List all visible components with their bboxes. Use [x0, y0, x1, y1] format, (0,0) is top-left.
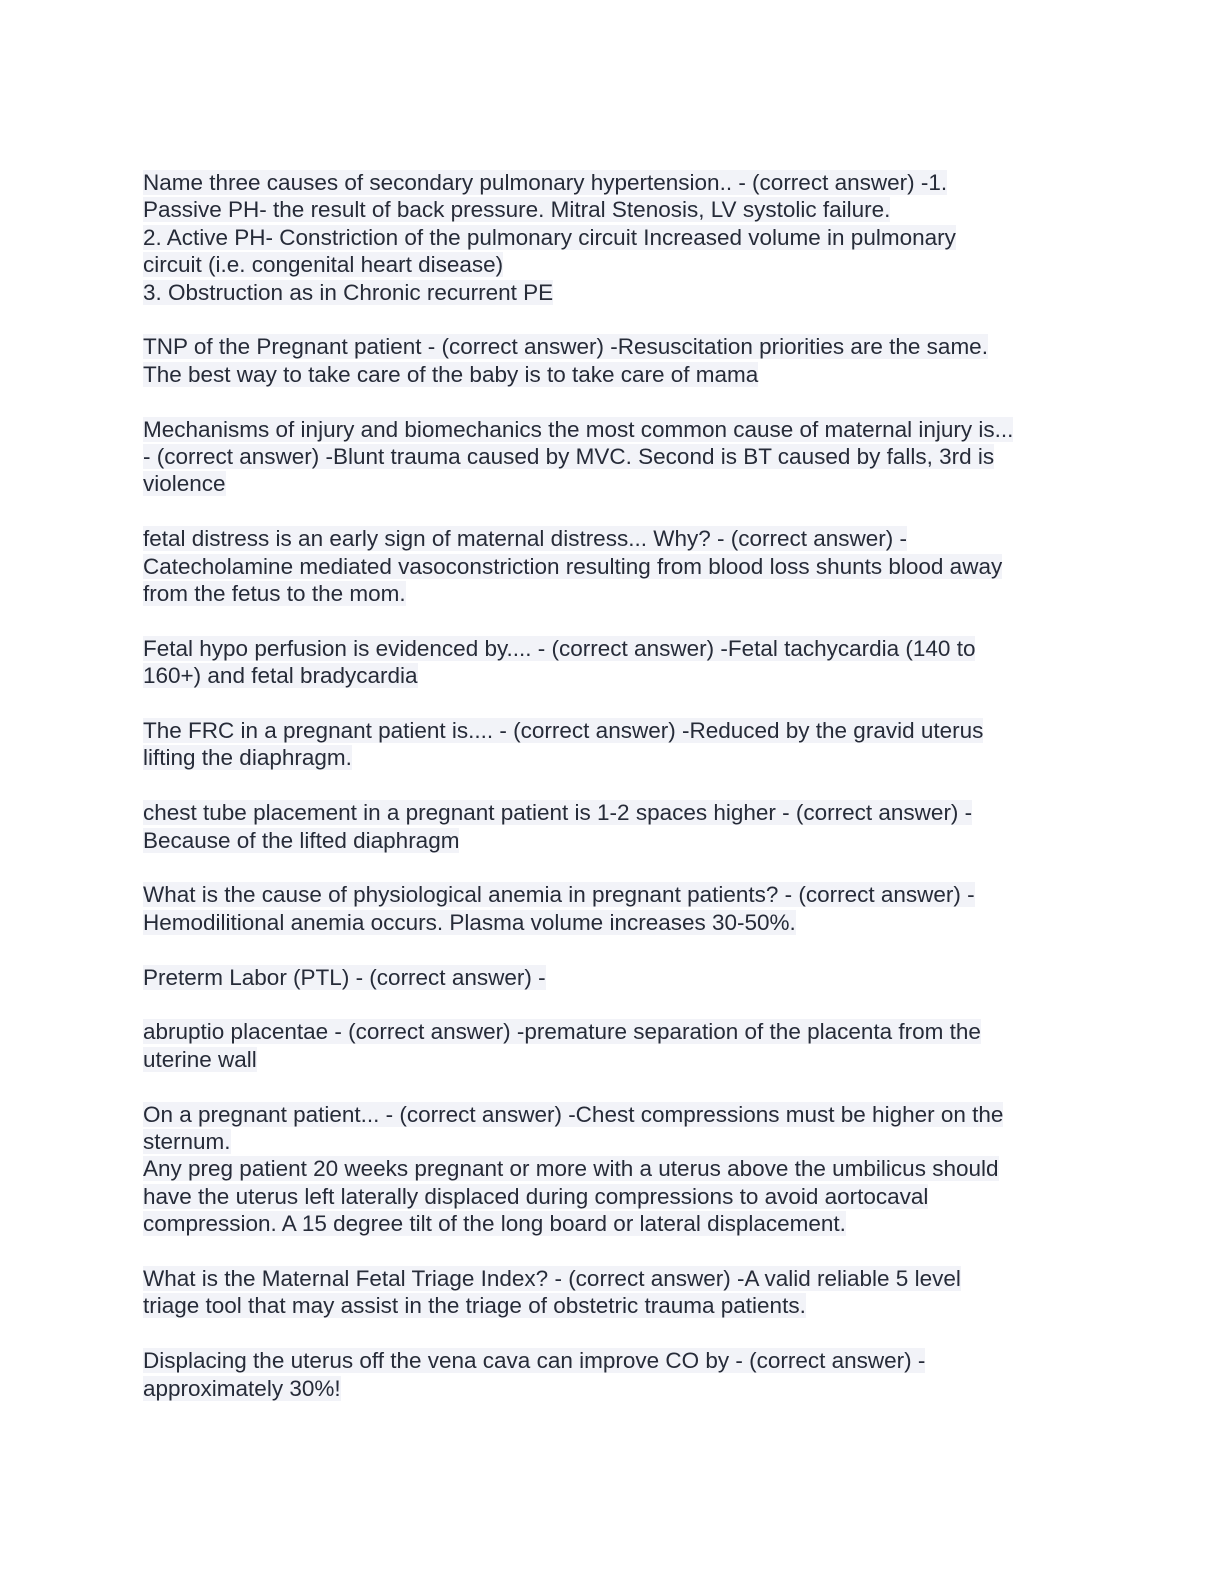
qa-line — [143, 553, 1083, 580]
qa-line-text: chest tube placement in a pregnant patient is 1-2 spaces higher - (correct answer) - — [143, 800, 973, 826]
qa-line-text: lifting the diaphragm. — [143, 745, 352, 771]
qa-line — [143, 279, 1083, 306]
qa-line — [143, 635, 1083, 662]
document-body — [143, 169, 1083, 1429]
qa-line — [143, 443, 1083, 470]
qa-line — [143, 1155, 1083, 1182]
qa-line-text: fetal distress is an early sign of maternal distress... Why? - (correct answer) - — [143, 526, 907, 552]
qa-line-text: The FRC in a pregnant patient is.... - (correct answer) -Reduced by the gravid uterus — [143, 718, 984, 744]
qa-line — [143, 1183, 1083, 1210]
qa-line — [143, 169, 1083, 196]
qa-line — [143, 881, 1083, 908]
qa-entry — [143, 169, 1083, 306]
qa-line — [143, 333, 1083, 360]
qa-line-text: sternum. — [143, 1129, 231, 1155]
qa-line-text: Passive PH- the result of back pressure. Mitral Stenosis, LV systolic failure. — [143, 197, 891, 223]
qa-line-text: What is the cause of physiological anemia in pregnant patients? - (correct answer) - — [143, 882, 975, 908]
qa-line — [143, 470, 1083, 497]
qa-line-text: triage tool that may assist in the triage of obstetric trauma patients. — [143, 1293, 806, 1319]
qa-entry — [143, 717, 1083, 772]
qa-line-text: 2. Active PH- Constriction of the pulmonary circuit Increased volume in pulmonary — [143, 224, 956, 250]
qa-line — [143, 224, 1083, 251]
qa-line-text: uterine wall — [143, 1046, 257, 1072]
qa-entry — [143, 416, 1083, 498]
qa-line — [143, 799, 1083, 826]
qa-line — [143, 1101, 1083, 1128]
qa-line-text: On a pregnant patient... - (correct answer) -Chest compressions must be higher on the — [143, 1101, 1004, 1127]
qa-line — [143, 525, 1083, 552]
qa-line-text: - (correct answer) -Blunt trauma caused by MVC. Second is BT caused by falls, 3rd is — [143, 444, 995, 470]
qa-entry — [143, 635, 1083, 690]
qa-line-text: Hemodilitional anemia occurs. Plasma volume increases 30-50%. — [143, 909, 796, 935]
qa-line-text: approximately 30%! — [143, 1375, 341, 1401]
qa-line-text: abruptio placentae - (correct answer) -premature separation of the placenta from the — [143, 1019, 981, 1045]
qa-line-text: Name three causes of secondary pulmonary hypertension.. - (correct answer) -1. — [143, 170, 948, 195]
qa-line-text: Displacing the uterus off the vena cava can improve CO by - (correct answer) - — [143, 1348, 926, 1374]
qa-line-text: Any preg patient 20 weeks pregnant or more with a uterus above the umbilicus should — [143, 1156, 999, 1182]
qa-line-text: The best way to take care of the baby is to take care of mama — [143, 361, 759, 387]
qa-entry — [143, 1018, 1083, 1073]
qa-line — [143, 416, 1083, 443]
qa-line — [143, 964, 1083, 991]
qa-entry — [143, 964, 1083, 991]
qa-entry — [143, 333, 1083, 388]
qa-line — [143, 1347, 1083, 1374]
qa-line — [143, 361, 1083, 388]
qa-line-text: 3. Obstruction as in Chronic recurrent PE — [143, 279, 554, 305]
qa-line — [143, 1128, 1083, 1155]
qa-line-text: Catecholamine mediated vasoconstriction resulting from blood loss shunts blood away — [143, 553, 1003, 579]
qa-line-text: Mechanisms of injury and biomechanics the most common cause of maternal injury is... — [143, 416, 1014, 442]
qa-line — [143, 909, 1083, 936]
qa-line-text: Fetal hypo perfusion is evidenced by.... - (correct answer) -Fetal tachycardia (140 to — [143, 635, 976, 661]
qa-line — [143, 717, 1083, 744]
qa-entry — [143, 525, 1083, 607]
qa-entry — [143, 881, 1083, 936]
qa-line-text: compression. A 15 degree tilt of the long board or lateral displacement. — [143, 1211, 846, 1237]
qa-line — [143, 1375, 1083, 1402]
qa-line-text: TNP of the Pregnant patient - (correct answer) -Resuscitation priorities are the same. — [143, 334, 988, 360]
qa-line — [143, 827, 1083, 854]
qa-line-text: Because of the lifted diaphragm — [143, 827, 460, 853]
qa-line-text: circuit (i.e. congenital heart disease) — [143, 252, 504, 278]
qa-entry — [143, 1101, 1083, 1238]
qa-line — [143, 196, 1083, 223]
qa-line — [143, 251, 1083, 278]
qa-line — [143, 662, 1083, 689]
qa-entry — [143, 1265, 1083, 1320]
qa-line — [143, 1210, 1083, 1237]
qa-line-text: 160+) and fetal bradycardia — [143, 663, 418, 689]
qa-line — [143, 1265, 1083, 1292]
qa-line-text: from the fetus to the mom. — [143, 581, 406, 607]
qa-line-text: have the uterus left laterally displaced during compressions to avoid aortocaval — [143, 1183, 929, 1209]
qa-line — [143, 1018, 1083, 1045]
qa-line-text: Preterm Labor (PTL) - (correct answer) - — [143, 964, 546, 990]
qa-line-text: violence — [143, 471, 226, 497]
qa-line — [143, 1046, 1083, 1073]
qa-line — [143, 744, 1083, 771]
qa-line-text: What is the Maternal Fetal Triage Index? - (correct answer) -A valid reliable 5 level — [143, 1266, 961, 1292]
qa-entry — [143, 1347, 1083, 1402]
qa-entry — [143, 799, 1083, 854]
qa-line — [143, 580, 1083, 607]
qa-line — [143, 1292, 1083, 1319]
